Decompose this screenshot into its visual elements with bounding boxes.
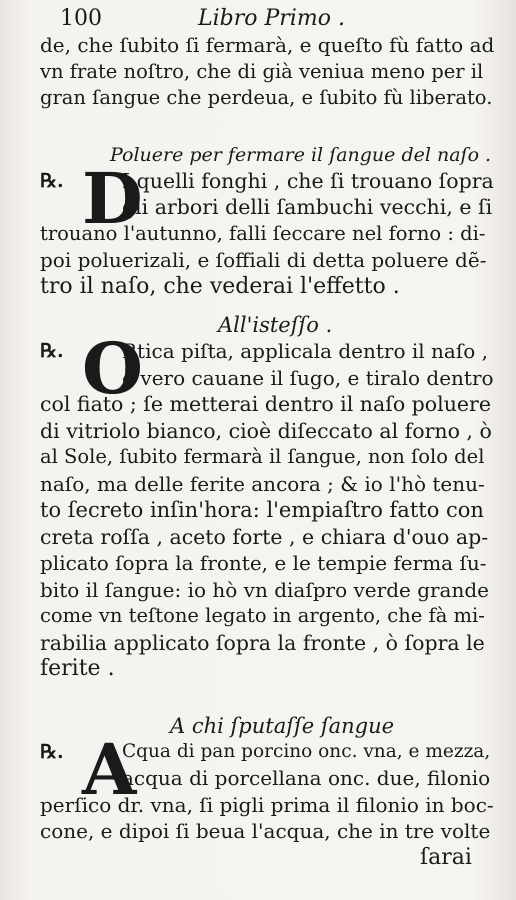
text-line: vn frate noſtro, che di già veniua meno per il xyxy=(40,59,484,83)
page-header xyxy=(60,6,476,30)
text-line: ferite . xyxy=(40,656,115,681)
text-line: gli arbori delli ſambuchi vecchi, e ſi xyxy=(122,195,493,219)
continuation-paragraph xyxy=(40,32,494,112)
text-line: I quelli fonghi , che ſi trouano ſopra xyxy=(122,168,494,193)
body-text xyxy=(40,32,494,871)
recipe-title: A chi ſputaſſe ſangue xyxy=(170,713,395,738)
catchword: ſarai xyxy=(420,844,472,870)
running-title: Libro Primo . xyxy=(198,6,345,31)
recipe-symbol: ℞. xyxy=(40,340,64,362)
recipe-block xyxy=(40,727,494,872)
drop-cap: O xyxy=(82,327,143,410)
text-line: tro il naſo, che vederai l'effetto . xyxy=(40,273,400,299)
text-line: rabilia applicato ſopra la fronte , ò ſopra le xyxy=(40,630,485,655)
text-line: di vitriolo bianco, cioè diſeccato al forno , ò xyxy=(40,418,492,443)
text-line: trouano l'autunno, falli ſeccare nel forno : di- xyxy=(40,221,486,245)
text-line: creta roſſa , aceto forte , e chiara d'ouo ap- xyxy=(40,524,489,549)
text-line: naſo, ma delle ferite ancora ; & io l'hò tenu- xyxy=(40,471,485,496)
text-line: Rtica piſta, applicala dentro il naſo , xyxy=(122,339,489,363)
text-line: Cqua di pan porcino onc. vna, e mezza, xyxy=(122,740,491,762)
text-line: cone, e dipoi ſi beua l'acqua, che in tre volte xyxy=(40,819,491,843)
text-line: al Sole, ſubito fermarà il ſangue, non ſolo del xyxy=(40,445,485,468)
text-line: col fiato ; ſe metterai dentro il naſo poluere xyxy=(40,392,491,416)
recipe-symbol: ℞. xyxy=(40,740,64,763)
recipe-symbol: ℞. xyxy=(40,169,64,192)
text-line: de, che ſubito ſi fermarà, e queſto fù fatto ad xyxy=(40,33,495,57)
drop-cap: A xyxy=(82,727,137,811)
recipe-block xyxy=(40,156,494,301)
text-line: poi poluerizali, e ſoffiali di detta poluere dẽ- xyxy=(40,248,487,272)
text-line: gran ſangue che perdeua, e ſubito fù liberato. xyxy=(40,86,493,109)
drop-cap: D xyxy=(82,156,143,240)
recipe-title: Poluere per fermare il ſangue del naſo . xyxy=(110,143,492,166)
page-number: 100 xyxy=(60,6,102,31)
text-line: ò vero cauane il ſugo, e tiralo dentro xyxy=(122,365,494,390)
text-line: come vn teſtone legato in argento, che fà mi- xyxy=(40,604,485,627)
text-line: acqua di porcellana onc. due, filonio xyxy=(122,766,491,790)
recipe-block xyxy=(40,327,494,683)
text-line: bito il ſangue: io hò vn diaſpro verde grande xyxy=(40,577,490,602)
text-line: plicato ſopra la fronte, e le tempie ferma ſu- xyxy=(40,551,487,575)
text-line: to ſecreto inſin'hora: l'empiaſtro fatto con xyxy=(40,498,484,522)
text-line: perſico dr. vna, ſi pigli prima il filonio in boc- xyxy=(40,792,494,817)
recipe-title: All'isteſſo . xyxy=(218,313,333,337)
